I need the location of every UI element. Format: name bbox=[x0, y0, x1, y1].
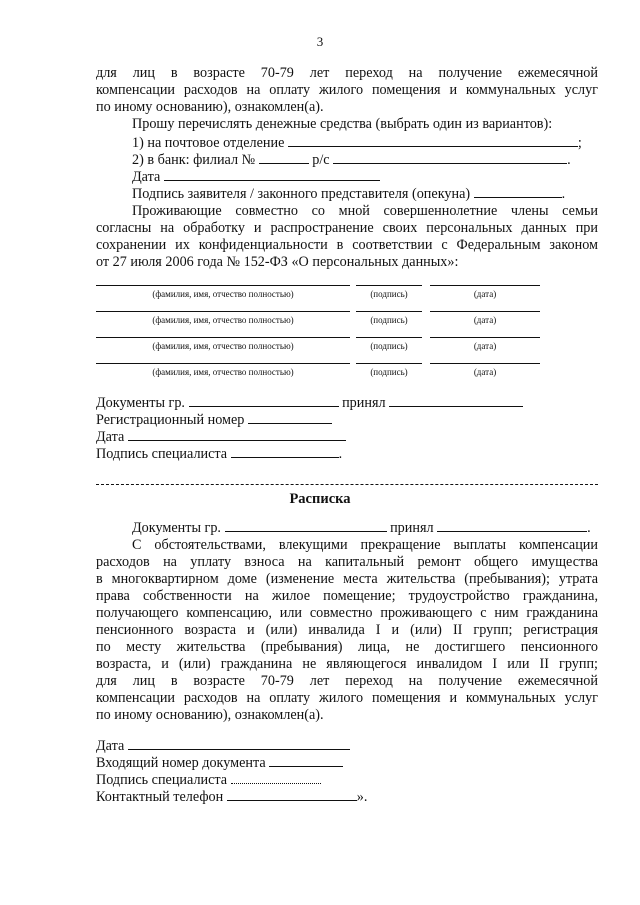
account-label: р/с bbox=[312, 152, 330, 168]
accepted-by-field[interactable] bbox=[437, 518, 587, 532]
specialist-sign-label: Подпись специалиста bbox=[96, 772, 228, 788]
punct: . bbox=[561, 186, 566, 202]
citizen-name-field[interactable] bbox=[189, 393, 339, 407]
accepted-by-field[interactable] bbox=[389, 393, 523, 407]
bank-branch-field[interactable] bbox=[259, 150, 309, 164]
date-field[interactable] bbox=[164, 167, 380, 181]
text-line: в многоквартирном доме (изменение места жительства (пребывания); утрата bbox=[96, 571, 598, 587]
incoming-number-label: Входящий номер документа bbox=[96, 755, 266, 771]
caption-date: (дата) bbox=[473, 315, 497, 325]
post-office-field[interactable] bbox=[288, 133, 578, 147]
sign-line[interactable] bbox=[356, 363, 422, 364]
option-bank-label: 2) в банк: филиал № bbox=[132, 152, 256, 168]
caption-date: (дата) bbox=[473, 367, 497, 377]
phone-row bbox=[96, 787, 367, 806]
phone-label: Контактный телефон bbox=[96, 789, 224, 805]
signature-label: Подпись заявителя / законного представителя (опекуна) bbox=[132, 186, 471, 202]
text-line: для лиц в возрасте 70-79 лет переход на получение ежемесячной bbox=[96, 65, 598, 81]
text-line: расходов на уплату взноса на капитальный ремонт общего имущества bbox=[96, 554, 598, 570]
text-line: пенсионного возраста и (или) инвалида I и (или) II групп; регистрация bbox=[96, 622, 598, 638]
text-line: по иному основанию), ознакомлен(а). bbox=[96, 99, 324, 115]
sign-line[interactable] bbox=[356, 311, 422, 312]
text-line: права собственности на жилое помещение; трудоустройство гражданина, bbox=[96, 588, 598, 604]
punct: ». bbox=[356, 789, 368, 805]
date-field[interactable] bbox=[128, 736, 350, 750]
text-line: для лиц в возрасте 70-79 лет переход на получение ежемесячной bbox=[96, 673, 598, 689]
name-signature-line[interactable] bbox=[96, 337, 350, 338]
transfer-intro: Прошу перечислять денежные средства (выбрать один из вариантов): bbox=[132, 116, 553, 132]
date-label: Дата bbox=[132, 169, 161, 185]
caption-name: (фамилия, имя, отчество полностью) bbox=[152, 315, 294, 325]
sign-line[interactable] bbox=[356, 337, 422, 338]
signature-field[interactable] bbox=[474, 184, 562, 198]
date-line[interactable] bbox=[430, 285, 540, 286]
incoming-number-field[interactable] bbox=[269, 753, 343, 767]
text-line: компенсации расходов на оплату жилого помещения и коммунальных услуг bbox=[96, 82, 598, 98]
caption-name: (фамилия, имя, отчество полностью) bbox=[152, 367, 294, 377]
name-signature-line[interactable] bbox=[96, 311, 350, 312]
name-signature-line[interactable] bbox=[96, 363, 350, 364]
receipt-documents-row bbox=[132, 518, 591, 537]
specialist-sign-label: Подпись специалиста bbox=[96, 446, 228, 462]
documents-label: Документы гр. bbox=[96, 395, 185, 411]
reg-number-field[interactable] bbox=[248, 410, 332, 424]
page-number: 3 bbox=[316, 34, 324, 49]
caption-sign: (подпись) bbox=[370, 289, 408, 299]
caption-sign: (подпись) bbox=[370, 341, 408, 351]
caption-name: (фамилия, имя, отчество полностью) bbox=[152, 341, 294, 351]
punct: . bbox=[587, 520, 591, 536]
punct: . bbox=[338, 446, 343, 462]
citizen-name-field[interactable] bbox=[225, 518, 387, 532]
name-signature-line[interactable] bbox=[96, 285, 350, 286]
caption-name: (фамилия, имя, отчество полностью) bbox=[152, 289, 294, 299]
date-line[interactable] bbox=[430, 337, 540, 338]
text-line: возраста, и (или) гражданина не являющегося инвалидом I или II групп; bbox=[96, 656, 598, 672]
reg-number-label: Регистрационный номер bbox=[96, 412, 245, 428]
text-line: Проживающие совместно со мной совершеннолетние члены семьи bbox=[132, 203, 598, 219]
accepted-label: принял bbox=[342, 395, 386, 411]
text-line: по месту жительства (пребывания) лица, не достигшего пенсионного bbox=[96, 639, 598, 655]
caption-date: (дата) bbox=[473, 341, 497, 351]
applicant-signature bbox=[132, 184, 565, 203]
text-line: по иному основанию), ознакомлен(а). bbox=[96, 707, 324, 723]
punct: ; bbox=[577, 135, 582, 151]
specialist-sign-field[interactable] bbox=[231, 770, 321, 784]
documents-label: Документы гр. bbox=[132, 520, 221, 536]
date-line[interactable] bbox=[430, 311, 540, 312]
date-label: Дата bbox=[96, 738, 125, 754]
text-line: получающего компенсацию, или совместно проживающего с ним гражданина bbox=[96, 605, 598, 621]
accepted-label: принял bbox=[390, 520, 434, 536]
text-line: С обстоятельствами, влекущими прекращение выплаты компенсации bbox=[132, 537, 598, 553]
text-line: сохранении их конфиденциальности в соответствии с Федеральным законом bbox=[96, 237, 598, 253]
caption-date: (дата) bbox=[473, 289, 497, 299]
date-field[interactable] bbox=[128, 427, 346, 441]
sign-line[interactable] bbox=[356, 285, 422, 286]
caption-sign: (подпись) bbox=[370, 367, 408, 377]
date-label: Дата bbox=[96, 429, 125, 445]
punct: . bbox=[567, 152, 571, 168]
bank-account-field[interactable] bbox=[333, 150, 567, 164]
phone-field[interactable] bbox=[227, 787, 357, 801]
specialist-sign-row bbox=[96, 444, 342, 463]
receipt-title: Расписка bbox=[289, 491, 351, 507]
caption-sign: (подпись) bbox=[370, 315, 408, 325]
option-post-office-label: 1) на почтовое отделение bbox=[132, 135, 285, 151]
text-line: компенсации расходов на оплату жилого помещения и коммунальных услуг bbox=[96, 690, 598, 706]
specialist-sign-field[interactable] bbox=[231, 444, 339, 458]
text-line: согласны на обработку и распространение своих персональных данных при bbox=[96, 220, 598, 236]
text-line: от 27 июля 2006 года № 152-ФЗ «О персональных данных»: bbox=[96, 254, 459, 270]
date-line[interactable] bbox=[430, 363, 540, 364]
cut-line bbox=[96, 484, 598, 485]
